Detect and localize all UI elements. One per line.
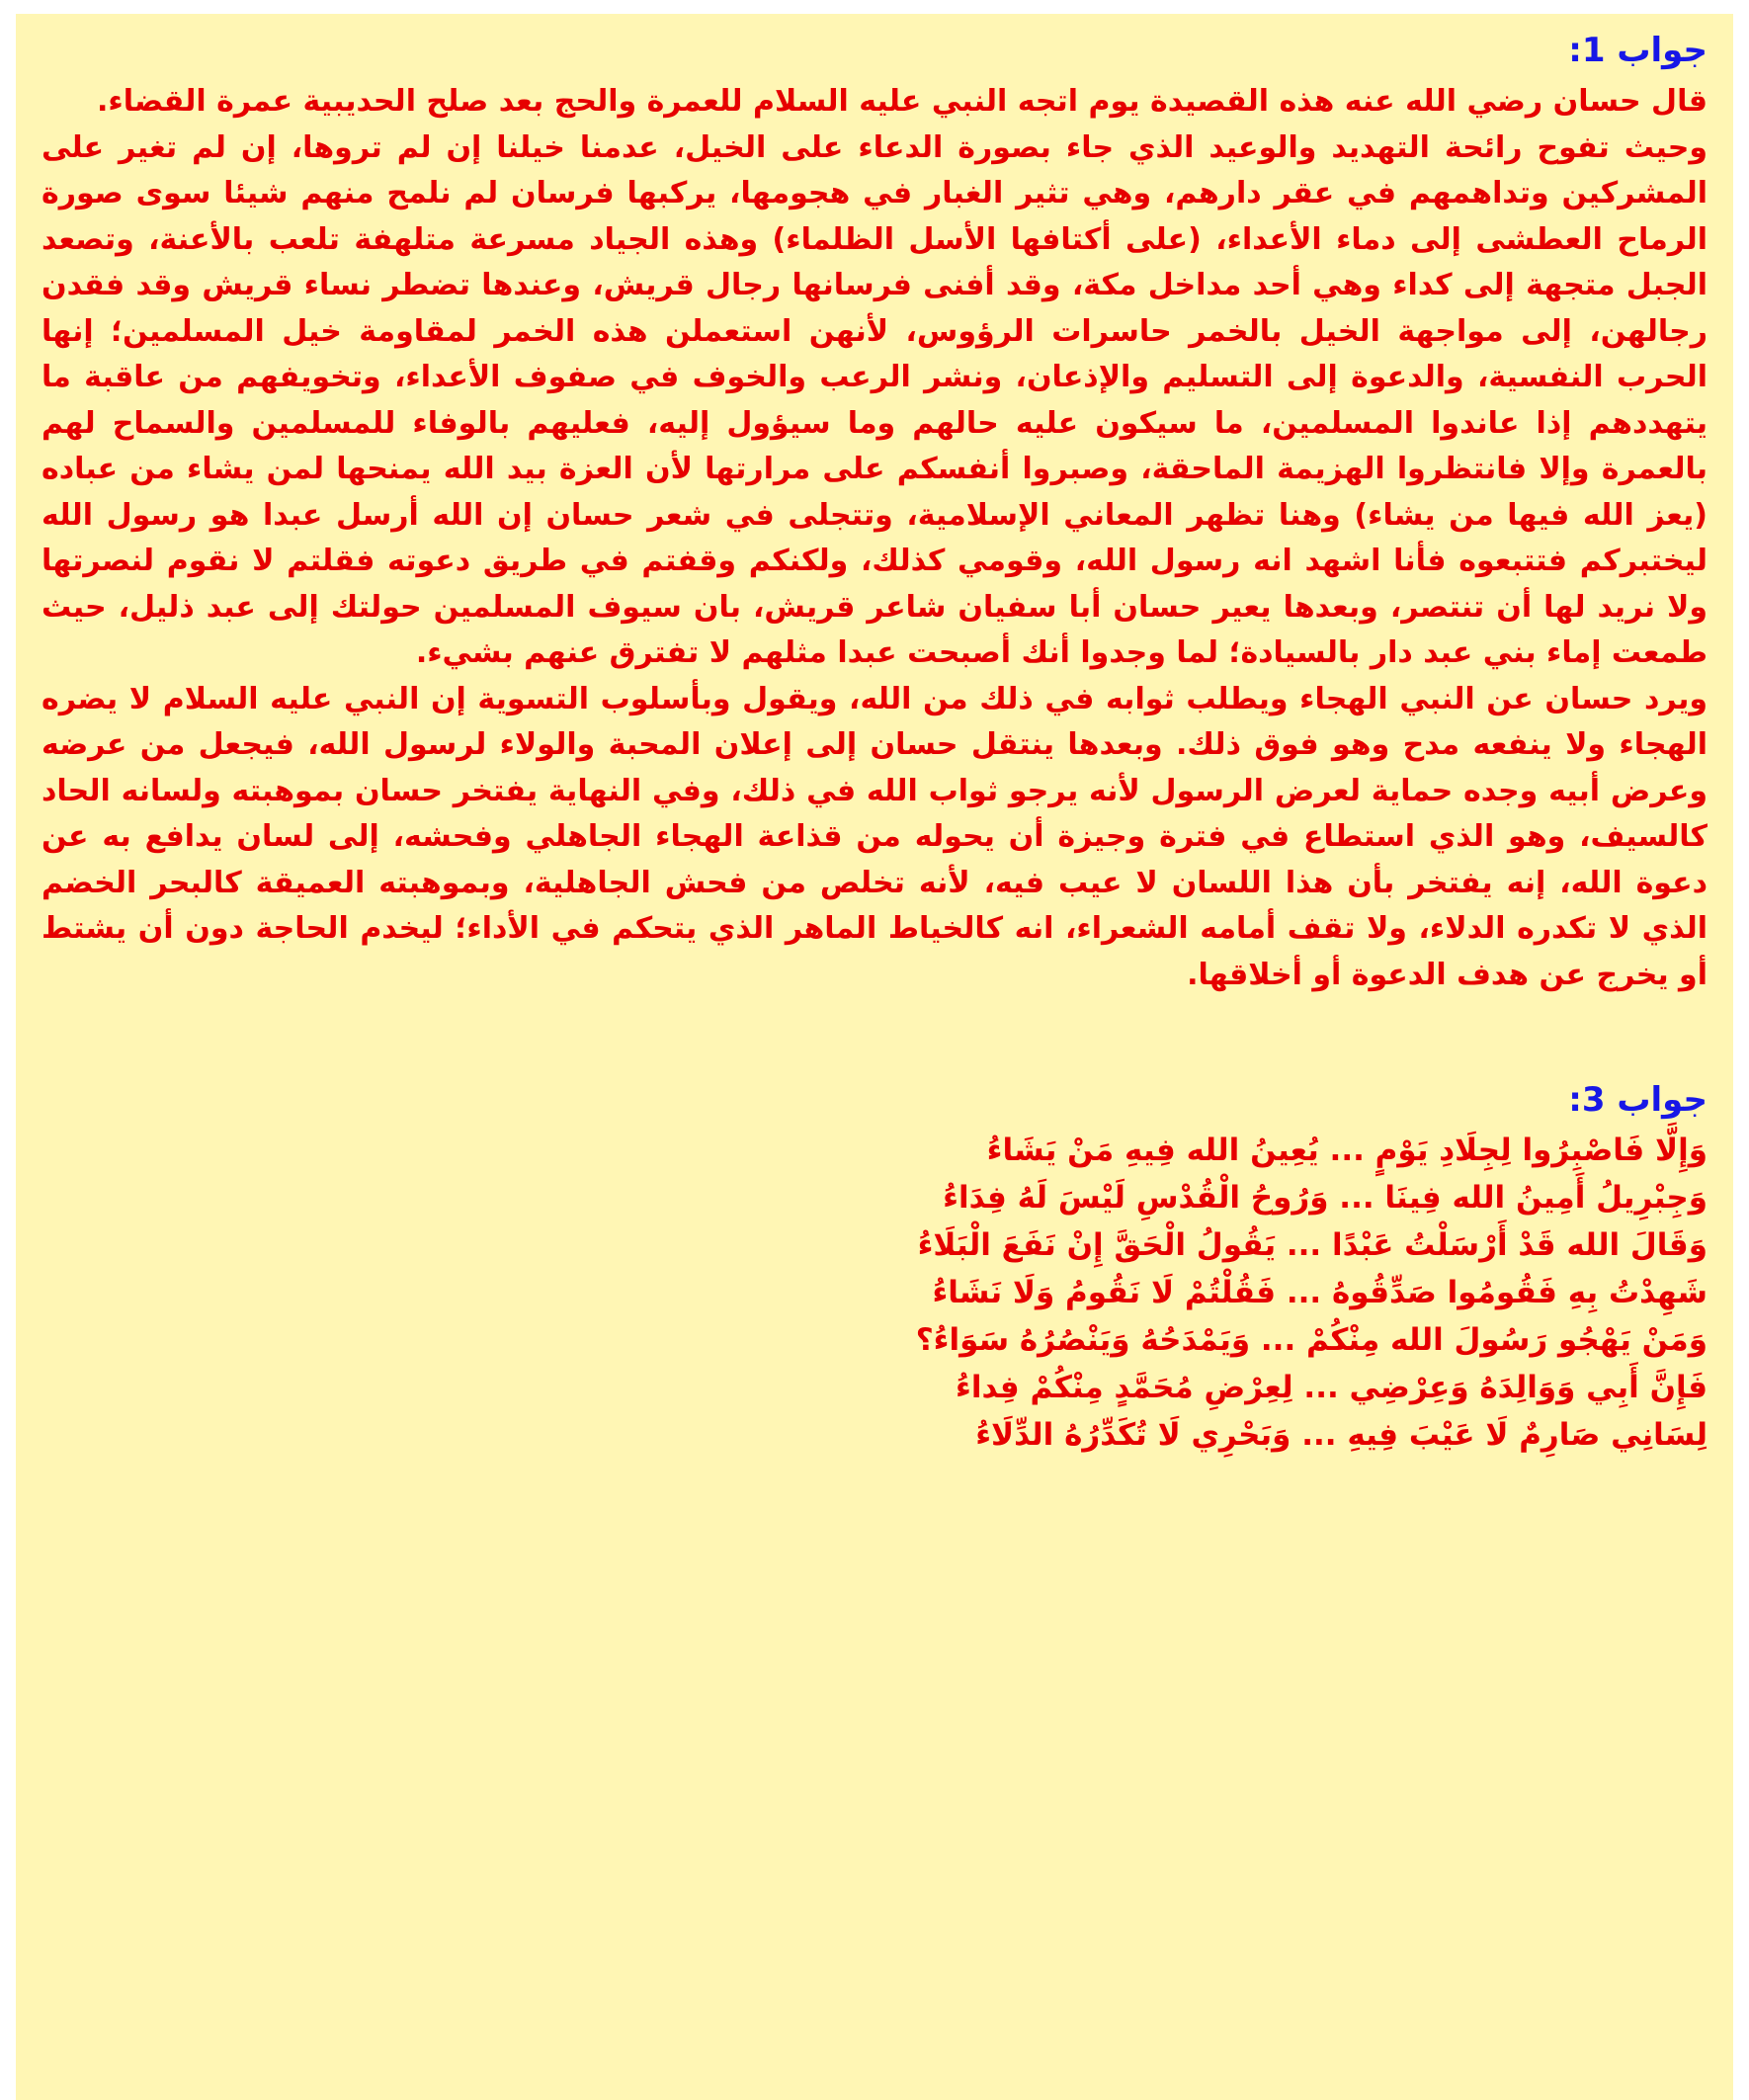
- answer-3-heading: جواب 3:: [1568, 1080, 1707, 1120]
- poem-verses: [42, 1127, 1707, 1459]
- answer-1-intro-paragraph: قال حسان رضي الله عنه هذه القصيدة يوم اتجه النبي عليه السلام للعمرة والحج بعد صلح الحديبية عمرة القضاء.: [96, 84, 1707, 119]
- document-page: [16, 14, 1733, 2100]
- poem-verse: وَجِبْرِيلُ أَمِينُ الله فِينَا ... وَرُوحُ الْقُدْسِ لَيْسَ لَهُ فِدَاءُ: [943, 1180, 1707, 1216]
- answer-1-analysis-paragraph: وحيث تفوح رائحة التهديد والوعيد الذي جاء بصورة الدعاء على الخيل، عدمنا خيلنا إن لم تروها، إن لم تغير على المشركين وتداهمهم في عقر دارهم، وهي تثير الغبار في هجومها، يركبها فرسان لم نلمح منهم شيئا سوى صورة الرماح العطشى إلى دماء الأعداء، (على أكتافها الأسل الظلماء) وهذه الجياد مسرعة متلهفة تلعب بالأعنة، وتصعد الجبل متجهة إلى كداء وهي أحد مداخل مكة، وقد أفنى فرسانها رجال قريش، وعندها تضطر نساء قريش وقد فقدن رجالهن، إلى مواجهة الخيل بالخمر حاسرات الرؤوس، لأنهن استعملن هذه الخمر لمقاومة خيل المسلمين؛ إنها الحرب النفسية، والدعوة إلى التسليم والإذعان، ونشر الرعب والخوف في صفوف الأعداء، وتخويفهم من عاقبة ما يتهددهم إذا عاندوا المسلمين، ما سيكون عليه حالهم وما سيؤول إليه، فعليهم بالوفاء للمسلمين والسماح لهم بالعمرة وإلا فانتظروا الهزيمة الماحقة، وصبروا أنفسكم على مرارتها لأن العزة بيد الله يمنحها لمن يشاء من عباده (يعز الله فيها من يشاء) وهنا تظهر المعاني الإسلامية، وتتجلى في شعر حسان إن الله أرسل عبدا هو رسول الله ليختبركم فتتبعوه فأنا اشهد انه رسول الله، وقومي كذلك، ولكنكم وقفتم في طريق دعوته فقلتم لا نقوم لنصرتها ولا نريد لها أن تنتصر، وبعدها يعير حسان أبا سفيان شاعر قريش، بان سيوف المسلمين حولتك إلى عبد ذليل، حيث طمعت إماء بني عبد دار بالسيادة؛ لما وجدوا أنك أصبحت عبدا مثلهم لا تفترق عنهم بشيء.: [42, 129, 1707, 670]
- poem-verse: شَهِدْتُ بِهِ فَقُومُوا صَدِّقُوهُ ... فَقُلْتُمْ لَا نَقُومُ وَلَا نَشَاءُ: [932, 1275, 1707, 1310]
- poem-verse: وَقَالَ الله قَدْ أَرْسَلْتُ عَبْدًا ... يَقُولُ الْحَقَّ إِنْ نَفَعَ الْبَلَاءُ: [917, 1227, 1707, 1263]
- poem-verse: وَإِلَّا فَاصْبِرُوا لِجِلَادِ يَوْمٍ ... يُعِينُ الله فِيهِ مَنْ يَشَاءُ: [986, 1133, 1707, 1168]
- answer-1-conclusion-paragraph: ويرد حسان عن النبي الهجاء ويطلب ثوابه في ذلك من الله، ويقول وبأسلوب التسوية إن النبي عليه السلام لا يضره الهجاء ولا ينفعه مدح وهو فوق ذلك. وبعدها ينتقل حسان إلى إعلان المحبة والولاء لرسول الله، فيجعل من عرضه وعرض أبيه وجده حماية لعرض الرسول لأنه يرجو ثواب الله في ذلك، وفي النهاية يفتخر حسان بموهبته ولسانه الحاد كالسيف، وهو الذي استطاع في فترة وجيزة أن يحوله من قذاعة الهجاء الجاهلي وفحشه، إلى لسان يدافع به عن دعوة الله، إنه يفتخر بأن هذا اللسان لا عيب فيه، لأنه تخلص من فحش الجاهلية، وبموهبته العميقة كالبحر الخضم الذي لا تكدره الدلاء، ولا تقف أمامه الشعراء، انه كالخياط الماهر الذي يتحكم في الأداء؛ ليخدم الحاجة دون أن يشتط أو يخرج عن هدف الدعوة أو أخلاقها.: [42, 681, 1707, 992]
- answer-1-section: [42, 26, 1707, 998]
- poem-verse: لِسَانِي صَارِمٌ لَا عَيْبَ فِيهِ ... وَبَحْرِي لَا تُكَدِّرُهُ الدِّلَاءُ: [975, 1417, 1707, 1453]
- poem-verse: وَمَنْ يَهْجُو رَسُولَ الله مِنْكُمْ ... وَيَمْدَحُهُ وَيَنْصُرُهُ سَوَاءُ؟: [915, 1322, 1707, 1358]
- answer-3-section: [42, 1075, 1707, 1459]
- poem-verse: فَإِنَّ أَبِي وَوَالِدَهُ وَعِرْضِي ... لِعِرْضِ مُحَمَّدٍ مِنْكُمْ فِداءُ: [956, 1370, 1707, 1405]
- answer-1-heading: جواب 1:: [1568, 31, 1707, 70]
